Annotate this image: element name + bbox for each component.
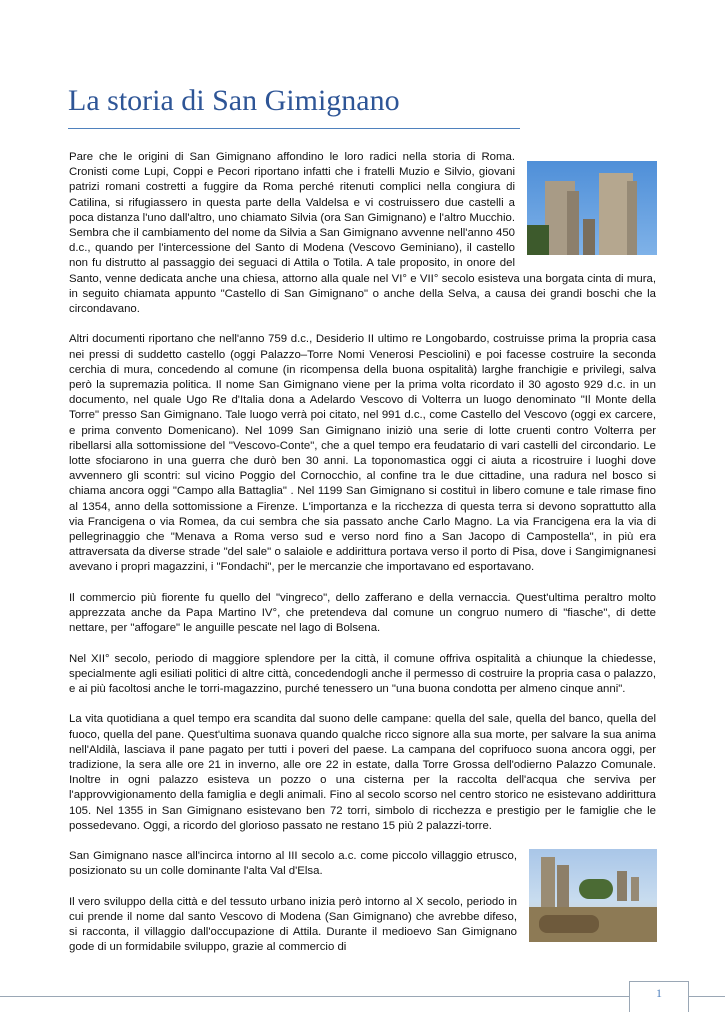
paragraph-1: Pare che le origini di San Gimignano affondino le loro radici nella storia di Roma. Cronisti come Lupi, Coppi e Pecori riportano infatti che i fratelli Muzio e Silvio, giovani patrizi romani costretti a fuggire da Roma perché ritenuti complici nella congiura di Catilina, si rifugiassero in questa parte della Valdelsa e vi costruissero due castelli a poca distanza l'uno dall'altro, uno chiamato Silvia (ora San Gimignano) e l'altro Mucchio. Sembra che il cambiamento del nome da Silvia a San Gimignano avvenne nell'anno 450 d.c., quando per l'intercessione del Santo di Modena (Vescovo Geminiano), il castello non fu distrutto al passaggio dei seguaci di Attila o Totila. A tale proposito, in onore del Santo, venne dedicata anche una chiesa, attorno alla quale nel VI° e VII° secolo esisteva una borgata cinta di mura, in seguito chiamata appunto "Castello di San Gimignano" o anche della Selva, a causa dei grandi boschi che la circondavano. [69,151,656,316]
page-number-box [629,981,689,1012]
paragraph-5: La vita quotidiana a quel tempo era scandita dal suono delle campane: quella del sale, quella del banco, quella del fuoco, quella del pane. Quest'ultima suonava quando qualche ricco signore alla sua morte, per salvare la sua anima nell'Aldilà, lasciava il pane pagato per tutti i poveri del paese. La campana del coprifuoco suona ancora oggi, per tradizione, la sera alle ore 21 in inverno, alle ore 22 in estate, dalla Torre Grossa dell'odierno Palazzo Comunale. Inoltre in ogni palazzo esisteva un pozzo o una cisterna per la raccolta dell'acqua che serviva per l'approvvigionamento della famiglia e degli animali. Fino al secolo scorso nel centro storico ne esistevano addirittura 105. Nel 1355 in San Gimignano esistevano ben 72 torri, simbolo di ricchezza e prestigio per le famiglie che le possedevano. Oggi, a ricordo del glorioso passato ne restano 15 più 2 palazzi-torre. [69,713,656,832]
footer-rule [0,996,725,997]
paragraph-3: Il commercio più fiorente fu quello del "vingreco", dello zafferano e della vernaccia. Quest'ultima peraltro molto apprezzata anche da Papa Martino IV°, che pretendeva dal comune un congruo numero di "fiasche", di dette nettare, per "affogare" le anguille pescate nel lago di Bolsena. [69,591,656,635]
page-title: La storia di San Gimignano [68,84,400,117]
page-number: 1 [656,986,662,1000]
paragraph-2: Altri documenti riportano che nell'anno 759 d.c., Desiderio II ultimo re Longobardo, costruisse prima la propria casa nei pressi di suddetto castello (oggi Palazzo–Torre Nomi Venerosi Pesciolini) e poi facesse costruire la seconda cerchia di mura, concedendo al comune (in ricompensa della buona ospitalità) larghe franchigie e privilegi, salva però la supremazia politica. Il nome San Gimignano viene per la prima volta ricordato il 30 agosto 929 d.c. in un documento, nel quale Ugo Re d'Italia dona a Adelardo Vescovo di Volterra un luogo denominato "Il Monte della Torre" presso San Gimignano. Tale luogo verrà poi citato, nel 991 d.c., come Castello del Vescovo (oggi ex carcere, e prima convento Domenicano). Nel 1099 San Gimignano iniziò una serie di lotte cruenti contro Volterra per ribellarsi alla sottomissione del "Vescovo-Conte", che a quel tempo era feudatario di vari castelli del circondario. Le lotte sfociarono in una guerra che durò ben 30 anni. La toponomastica oggi ci aiuta a ricostruire i luoghi dove avvennero gli scontri: sul vicino Poggio del Cornocchio, al confine tra le due cittadine, una radura nel bosco si chiama ancora oggi "Campo alla Battaglia" . Nel 1199 San Gimignano si costituì in libero comune e tale rimase fino al 1354, anno della sottomissione a Firenze. L'importanza e la ricchezza di questa terra si devono soprattutto alla via Francigena o via Romea, da cui sembra che sia passato anche Carlo Magno. La via Francigena era la via di pellegrinaggio che "Menava a Roma verso sud e verso nord fino a San Jacopo di Campostella", in più era attraversata da diverse strade "del sale" o salaiole e addirittura portava verso il porto di Pisa, dove i Sangimignanesi avevano i propri magazzini, i "Fondachi", per le mercanzie che importavano ed esportavano. [69,333,656,574]
title-underline [68,128,520,129]
paragraph-6: San Gimignano nasce all'incirca intorno al III secolo a.c. come piccolo villaggio etrusco, posizionato su un colle dominante l'alta Val d'Elsa. [69,850,517,878]
towers-photo [527,161,657,255]
landscape-photo [529,849,657,942]
paragraph-4: Nel XII° secolo, periodo di maggiore splendore per la città, il comune offriva ospitalità a chiunque la chiedesse, specialmente agli esiliati politici di altre città, concedendogli anche il permesso di costruire la propria casa o palazzo, e ai più facoltosi anche le torri-magazzino, purché tenessero un "una buona condotta per almeno cinque anni". [69,652,656,696]
paragraph-7: Il vero sviluppo della città e del tessuto urbano inizia però intorno al X secolo, periodo in cui prende il nome dal santo Vescovo di Modena (San Gimignano) che avrebbe difeso, si racconta, il villaggio dall'occupazione di Attila. Durante il medioevo San Gimignano gode di un formidabile sviluppo, grazie al commercio di [69,895,517,954]
document-body [69,150,656,971]
